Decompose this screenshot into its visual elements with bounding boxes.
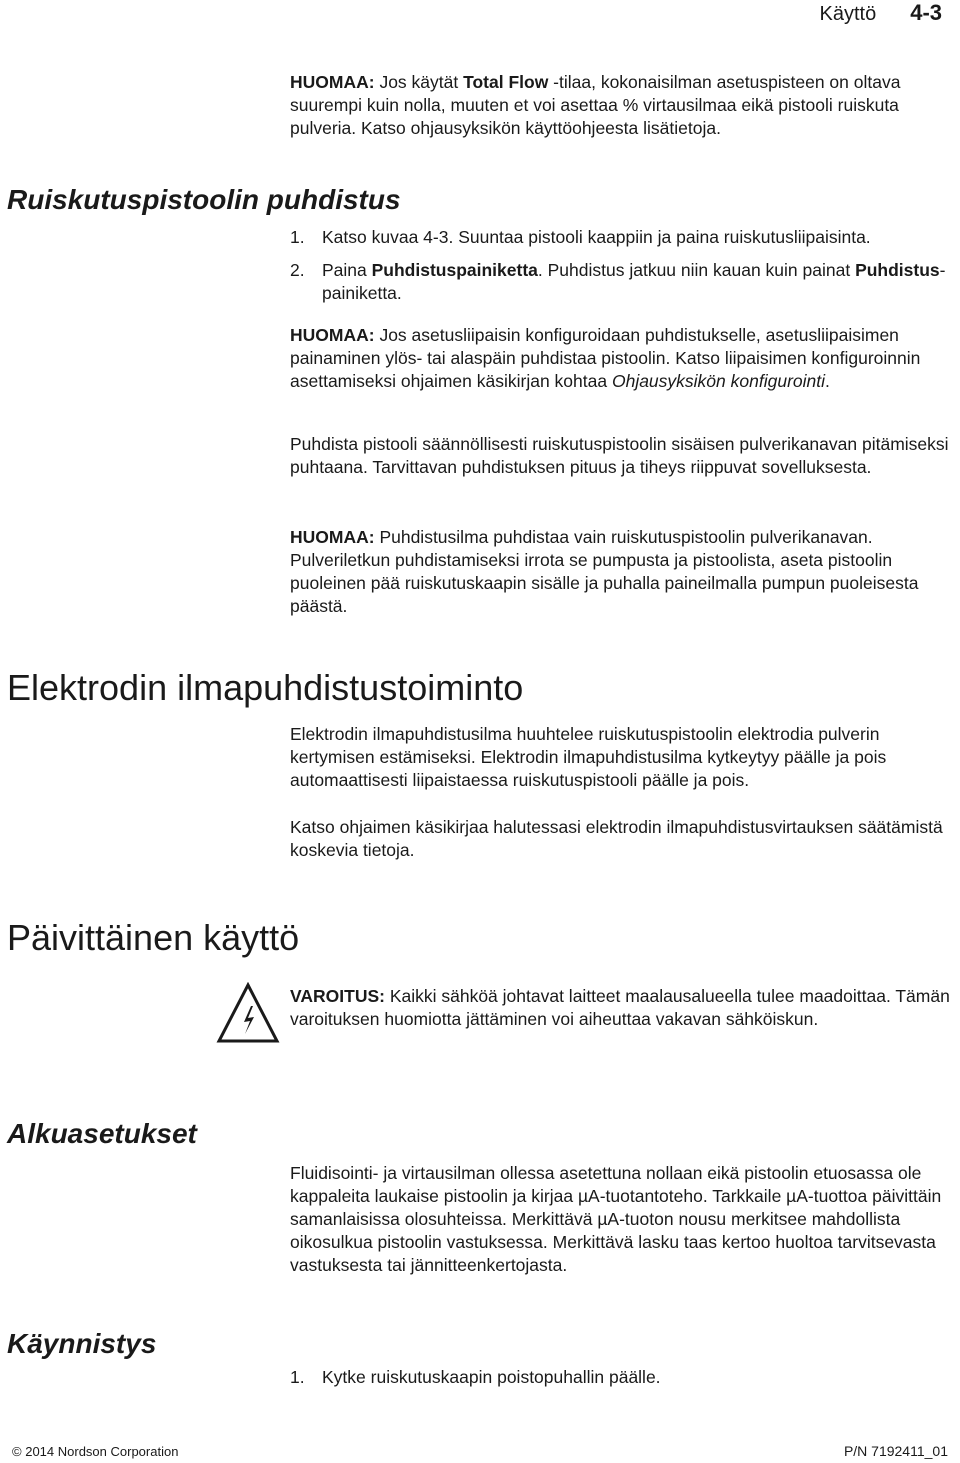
step-number: 1. (290, 227, 305, 247)
copyright-text: 2014 Nordson Corporation (25, 1444, 179, 1459)
footer-copyright (12, 1444, 178, 1459)
heading-electrode-air-wash: Elektrodin ilmapuhdistustoiminto (7, 667, 524, 708)
step-text: Katso kuvaa 4-3. Suuntaa pistooli kaappiin ja paina ruiskutusliipaisinta. (322, 227, 871, 247)
step-list-startup (290, 1366, 950, 1389)
note-purge-air: HUOMAA: Puhdistusilma puhdistaa vain ruiskutuspistoolin pulverikanavan. Pulveriletkun puhdistamiseksi irrota se pumpusta ja pistoolista, aseta pistoolin puoleinen pää ruiskutuskaapin sisälle ja puhalla paineilmalla pumpun puoleisesta päästä. (290, 527, 919, 616)
paragraph-electrode-1: Elektrodin ilmapuhdistusilma huuhtelee ruiskutuspistoolin elektrodia pulverin kertymisen estämiseksi. Elektrodin ilmapuhdistusilma kytkeytyy päälle ja pois automaattisesti liipaistaessa ruiskutuspistooli päälle ja pois. (290, 724, 887, 790)
heading-startup: Käynnistys (7, 1328, 157, 1359)
electrical-hazard-icon (216, 982, 280, 1044)
warning-label: VAROITUS: (290, 986, 385, 1006)
paragraph-electrode-2: Katso ohjaimen käsikirjaa halutessasi elektrodin ilmapuhdistusvirtauksen säätämistä koskevia tietoja. (290, 817, 943, 860)
warning-grounding: VAROITUS: Kaikki sähköä johtavat laitteet maalausalueella tulee maadoittaa. Tämän varoituksen huomiotta jättäminen voi aiheuttaa vakavan sähköiskun. (290, 986, 950, 1029)
footer-part-number: P/N 7192411_01 (843, 1443, 948, 1459)
heading-daily-operation: Päivittäinen käyttö (7, 917, 300, 958)
total-flow-term: Total Flow (463, 72, 549, 92)
list-item (290, 1366, 950, 1389)
paragraph-initial-settings: Fluidisointi- ja virtausilman ollessa asetettuna nollaan eikä pistoolin etuosassa ole kappaleita laukaise pistoolin ja kirjaa µA-tuotantoteho. Tarkkaile µA-tuottoa päivittäin samanlaisissa olosuhteissa. Merkittävä µA-tuoton nousu merkitsee mahdollista oikosulkua pistoolin vastuksessa. Merkittävä lasku taas kertoo huoltoa tarvitsevasta vastuksesta tai jännitteenkertojasta. (290, 1163, 942, 1275)
step-text: Paina Puhdistuspainiketta. Puhdistus jatkuu niin kauan kuin painat Puhdistus-painiketta. (322, 260, 946, 303)
page-header (820, 0, 943, 26)
step-list-cleaning (290, 226, 950, 305)
paragraph-cleaning: Puhdista pistooli säännöllisesti ruiskutuspistoolin sisäisen pulverikanavan pitämiseksi puhtaana. Tarvittavan puhdistuksen pituus ja tiheys riippuvat sovelluksesta. (290, 434, 949, 477)
purge-button-term: Puhdistuspainiketta (371, 260, 538, 280)
section-title: Käyttö (819, 3, 877, 25)
list-item (290, 226, 950, 249)
note-label: HUOMAA: (290, 527, 375, 547)
heading-gun-cleaning: Ruiskutuspistoolin puhdistus (7, 184, 401, 215)
step-text: Kytke ruiskutuskaapin poistopuhallin päälle. (322, 1367, 661, 1387)
copyright-symbol: © (12, 1444, 22, 1459)
purge-term: Puhdistus (855, 260, 940, 280)
note-trigger-config: HUOMAA: Jos asetusliipaisin konfiguroidaan puhdistukselle, asetusliipaisimen painaminen ylös- tai alaspäin puhdistaa pistoolin. Katso liipaisimen konfiguroinnin asettamiseksi ohjaimen käsikirjan kohtaa Ohjausyksikön konfigurointi. (290, 325, 921, 391)
note-label: HUOMAA: (290, 325, 375, 345)
page-number: 4-3 (910, 0, 942, 25)
note-total-flow: HUOMAA: Jos käytät Total Flow -tilaa, kokonaisilman asetuspisteen on oltava suurempi kuin nolla, muuten et voi asettaa % virtausilmaa eikä pistooli ruiskuta pulveria. Katso ohjausyksikön käyttöohjeesta lisätietoja. (290, 72, 901, 138)
reference-title: Ohjausyksikön konfigurointi (611, 371, 825, 391)
list-item (290, 259, 950, 305)
step-number: 1. (290, 1367, 305, 1387)
note-label: HUOMAA: (290, 72, 375, 92)
heading-initial-settings: Alkuasetukset (7, 1118, 197, 1149)
step-number: 2. (290, 260, 305, 280)
